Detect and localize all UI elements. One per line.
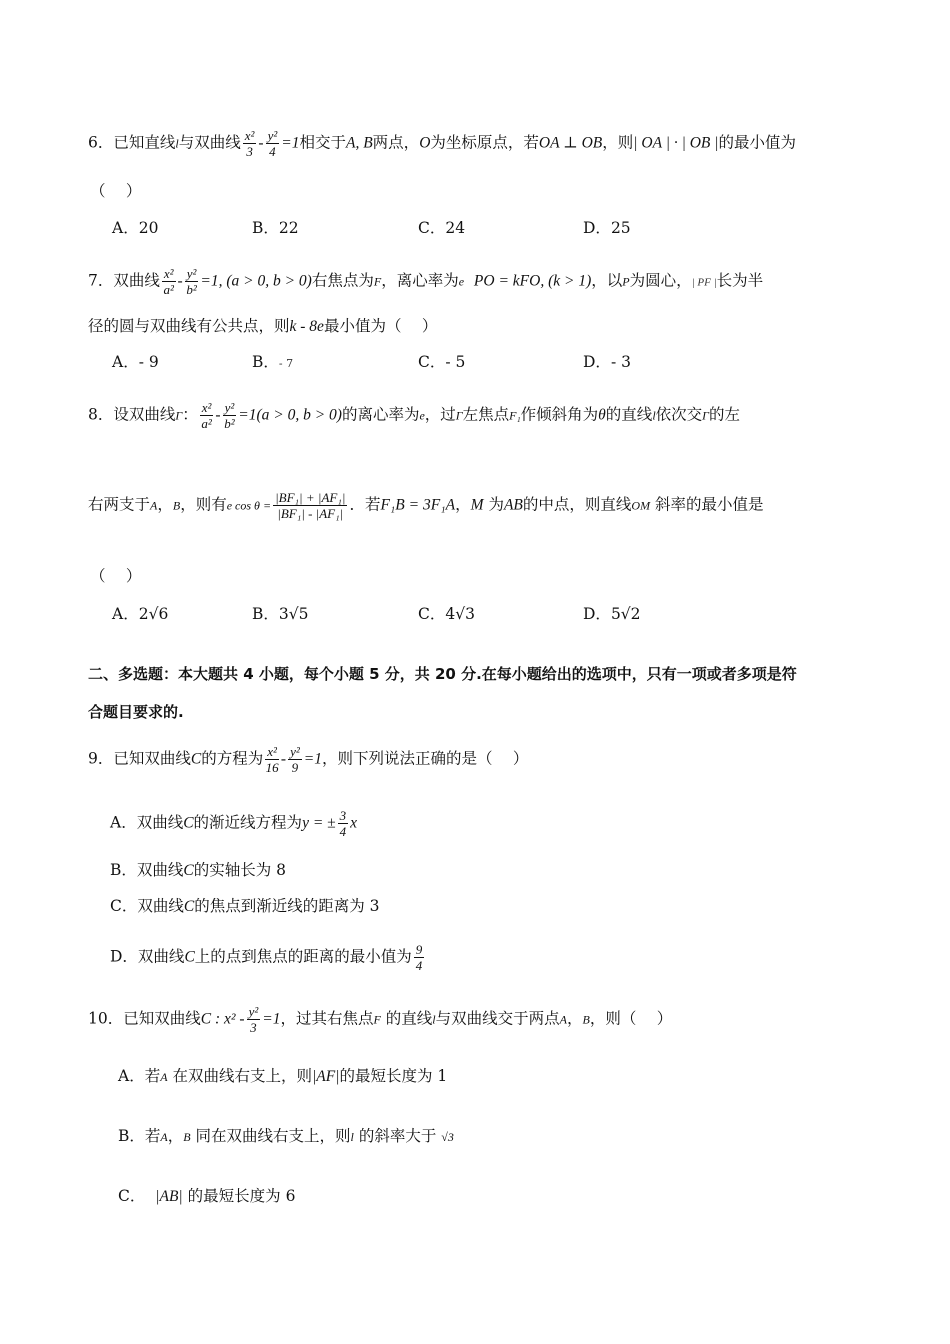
q7-fraction-x: $\frac{\text{x²}}{\text{a²}}$ — [163, 266, 174, 297]
q7-fraction-y: $\frac{\text{y²}}{\text{b²}}$ — [186, 266, 197, 297]
section-heading-line2: 合题目要求的. — [88, 703, 184, 721]
q10-option-b[interactable]: B．若A，B 同在双曲线右支上，则l 的斜率大于 √3 — [118, 1127, 454, 1145]
q6-fraction-x: $\frac{\text{x²}}{3}$ — [244, 128, 255, 159]
q6-option-d[interactable]: D．25 — [583, 219, 631, 237]
q10-option-a[interactable]: A．若A 在双曲线右支上，则|AF|的最短长度为 1 — [118, 1067, 448, 1085]
q9-option-b[interactable]: B．双曲线C的实轴长为 8 — [110, 861, 287, 879]
q8-stem: 8．设双曲线Γ： $\frac{\text{x²}}{\text{a²}}$ - $\frac{\text{y²}}{\text{b²}}$ =1(a > 0, b > 0)的离心率为e，过Γ左焦点F₁作倾斜角为θ的直线l依次交Γ的左 — [88, 400, 741, 431]
q7-option-b[interactable]: B．- 7 — [252, 353, 294, 371]
q9-option-c[interactable]: C．双曲线C的焦点到渐近线的距离为 3 — [110, 897, 380, 915]
q8-stem-line2: 右两支于A，B，则有e cos θ = $\frac{\text{|BF₁| + |AF₁|}}{\text{|BF₁| - |AF₁|}}$ ．若F₁B = 3F₁A，M 为AB的中点，则直线OM 斜率的最小值是 — [88, 490, 764, 521]
q8-paren: （ ） — [90, 567, 142, 585]
section-heading: 二、多选题：本大题共 4 小题，每个小题 5 分，共 20 分.在每小题给出的选项中，只有一项或者多项是符 — [88, 665, 797, 683]
q6-option-a[interactable]: A．20 — [112, 219, 159, 237]
q9-option-d[interactable]: D．双曲线C上的点到焦点的距离的最小值为 $\frac{9}{4}$ — [110, 942, 423, 973]
q9-fraction-x: $\frac{\text{x²}}{16}$ — [265, 744, 279, 775]
q6-paren: （ ） — [90, 182, 142, 200]
q7-stem-line2: 径的圆与双曲线有公共点，则k - 8e最小值为（ ） — [88, 317, 438, 335]
q9-a-fraction: $\frac{3}{4}$ — [339, 808, 347, 839]
q9-stem: 9．已知双曲线C的方程为 $\frac{\text{x²}}{16}$ - $\frac{\text{y²}}{9}$ =1，则下列说法正确的是（ ） — [88, 744, 529, 775]
q7-stem: 7．双曲线 $\frac{\text{x²}}{\text{a²}}$ - $\frac{\text{y²}}{\text{b²}}$ =1, (a > 0, b > 0)右焦点为F，离心率为e PO = kFO, (k > 1)，以P为圆心，| PF |长为半 — [88, 266, 764, 297]
q10-option-c[interactable]: C． |AB| 的最短长度为 6 — [118, 1187, 296, 1205]
q10-stem: 10．已知双曲线C : x² - $\frac{\text{y²}}{3}$ =1，过其右焦点F 的直线l与双曲线交于两点A，B，则（ ） — [88, 1004, 673, 1035]
q10-fraction: $\frac{\text{y²}}{3}$ — [248, 1004, 259, 1035]
q9-fraction-y: $\frac{\text{y²}}{9}$ — [290, 744, 300, 775]
q8-option-b[interactable]: B．3√5 — [252, 605, 309, 623]
q6-option-c[interactable]: C．24 — [418, 219, 466, 237]
q8-option-d[interactable]: D．5√2 — [583, 605, 641, 623]
q6-stem: 6．已知直线l与双曲线 $\frac{\text{x²}}{3}$ - $\frac{\text{y²}}{4}$ =1相交于A, B两点，O为坐标原点，若OA ⊥ OB，则| OA | · | OB |的最小值为 — [88, 128, 797, 159]
q6-fraction-y: $\frac{\text{y²}}{4}$ — [267, 128, 278, 159]
q7-option-d[interactable]: D．- 3 — [583, 353, 631, 371]
q8-option-c[interactable]: C．4√3 — [418, 605, 475, 623]
q8-fraction-abs: $\frac{\text{|BF₁| + |AF₁|}}{\text{|BF₁| - |AF₁|}}$ — [275, 490, 346, 521]
q7-option-a[interactable]: A．- 9 — [112, 353, 159, 371]
q8-fraction-x: $\frac{\text{x²}}{\text{a²}}$ — [201, 400, 212, 431]
q8-fraction-y: $\frac{\text{y²}}{\text{b²}}$ — [224, 400, 235, 431]
q8-option-a[interactable]: A．2√6 — [112, 605, 169, 623]
q6-option-b[interactable]: B．22 — [252, 219, 299, 237]
q9-option-a[interactable]: A．双曲线C的渐近线方程为y = ± $\frac{3}{4}$ x — [110, 808, 358, 839]
q9-d-fraction: $\frac{9}{4}$ — [415, 942, 423, 973]
q7-option-c[interactable]: C．- 5 — [418, 353, 466, 371]
